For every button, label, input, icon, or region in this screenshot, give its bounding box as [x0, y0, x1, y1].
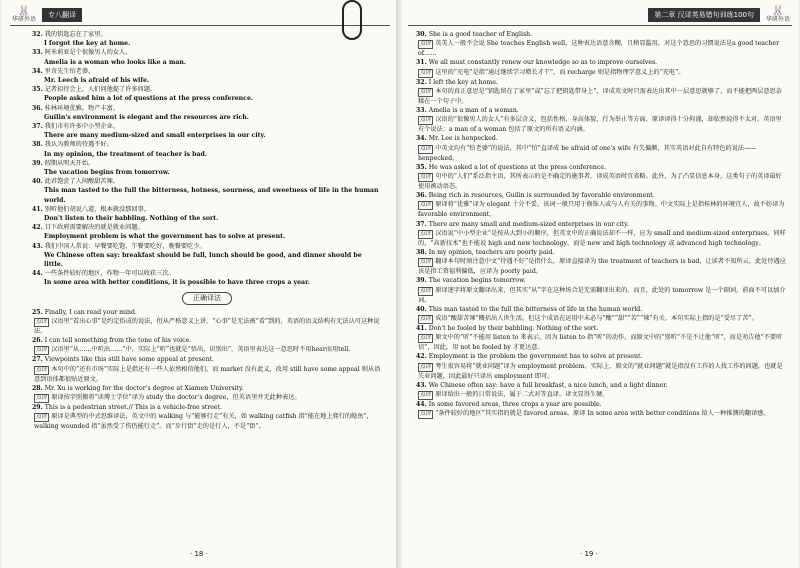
- commentary-label: 点评: [36, 394, 48, 401]
- commentary: [32, 412, 382, 431]
- exercise-item: [32, 122, 382, 140]
- english-translation: I forgot the key at home.: [44, 40, 131, 48]
- chinese-text: 桂林环境优雅，物产丰富。: [44, 104, 119, 112]
- section-heading: [32, 292, 382, 305]
- commentary: [416, 229, 788, 248]
- commentary-text: 句中的“人们”系泛指主语，其所表示的是不确定的施事者，译成英语时宜省略。此外，为了凸显信息本身，这类句子的英译最好使用被动语态。: [418, 173, 782, 191]
- commentary: [416, 200, 788, 219]
- item-number: 35.: [416, 163, 427, 171]
- correct-sentence: [32, 308, 382, 317]
- commentary-text: 本句的真正意思是“钥匙留在了家里”或“忘了把钥匙带身上”，译成英文时只需表达出其中一层意思就够了，而不能把两层意思杂糅在一个句子中。: [418, 87, 782, 105]
- commentary-label: 点评: [420, 411, 432, 418]
- answer-item: [32, 355, 382, 383]
- commentary: [416, 314, 788, 324]
- header-rule: [408, 25, 792, 26]
- english-translation: The vacation begins from tomorrow.: [44, 169, 170, 177]
- chinese-sentence: [32, 159, 382, 168]
- correct-sentence: [32, 355, 382, 364]
- commentary-label: 点评: [420, 145, 432, 152]
- english-translation: In some area with better conditions, it is possible to have three crops a year.: [44, 279, 310, 287]
- header-rule: [10, 25, 390, 26]
- chinese-text: 我认为教师的待遇不好。: [44, 141, 113, 149]
- item-number: 39.: [416, 277, 427, 285]
- answer-item: [416, 220, 788, 248]
- english-text: Finally, I can read your mind.: [44, 308, 137, 316]
- answer-item: [416, 400, 788, 419]
- english-text: Viewpoints like this still have some appeal at present.: [44, 356, 214, 364]
- chapter-tag: 第二章 汉译英易错句训练100句: [648, 8, 760, 22]
- english-translation: Mr. Leech is afraid of his wife.: [44, 77, 150, 85]
- exercise-item: [32, 48, 382, 66]
- commentary-text: 成语“酸甜苦辣”概括出人世生活，但这个成语在运用中未必与“酸”“甜”“苦”“辣”有关，本句实际上指的是“受尽了苦”。: [435, 315, 758, 323]
- answer-item: [416, 106, 788, 134]
- right-content: [416, 30, 788, 419]
- commentary: [32, 317, 382, 336]
- english-translation: This man tasted to the full the bitterness, hotness, sourness, and sweetness of life in the human world.: [44, 187, 379, 204]
- english-translation: People asked him a lot of questions at the press conference.: [44, 95, 254, 103]
- answer-item: [416, 134, 788, 162]
- exercise-item: [32, 30, 382, 48]
- english-translation: Don't listen to their babbling. Nothing of the sort.: [44, 215, 219, 223]
- exercise-item: [32, 205, 382, 223]
- english-translation: Guilin's environment is elegant and the resources are rich.: [44, 113, 249, 121]
- commentary-label: 点评: [420, 174, 432, 181]
- right-page: [402, 0, 798, 568]
- commentary-label: 点评: [36, 318, 48, 325]
- commentary-label: 点评: [36, 347, 48, 354]
- commentary-label: 点评: [36, 414, 48, 421]
- commentary-text: 原译逐字将原文翻译出来，但其实“从”字在这种场合是无需翻译出来的。而且，此处的 tomorrow 是一个副词，前面不可以加介词。: [418, 286, 786, 304]
- answer-item: [416, 163, 788, 191]
- chinese-text: 阿米莉亚是个很像男人的女人。: [44, 49, 132, 57]
- exercise-item: [32, 104, 382, 122]
- exercise-item: [32, 269, 382, 287]
- answer-item: [416, 352, 788, 380]
- english-text: The vacation begins tomorrow.: [428, 277, 526, 285]
- commentary: [416, 257, 788, 276]
- right-header: [648, 6, 792, 24]
- commentary: [416, 390, 788, 400]
- item-number: 32.: [416, 78, 427, 86]
- english-translation: We Chinese often say: breakfast should be full, lunch should be good, and dinner should be little.: [44, 251, 362, 269]
- commentary-text: “条件较好的地区”其实指的就是 favored areas。原译 In some area with better conditions 给人一种推测的翻译感。: [435, 410, 770, 418]
- english-text: He was asked a lot of questions at the press conference.: [428, 163, 606, 171]
- chinese-text: 我们市有许多中小型企业。: [44, 123, 119, 131]
- english-translation: Employment problem is what the government has to solve at present.: [44, 233, 286, 241]
- chinese-text: 里奇先生怕老婆。: [44, 67, 95, 75]
- english-text: This man tasted to the full the bitterness of life in the human world.: [428, 305, 643, 313]
- chinese-sentence: [32, 30, 382, 39]
- answer-item: [416, 305, 788, 324]
- commentary-label: 点评: [420, 202, 432, 209]
- commentary-label: 点评: [420, 117, 432, 124]
- commentary-label: 点评: [420, 88, 432, 95]
- chinese-text: 记者招待会上，人们问他提了许多问题。: [44, 86, 157, 94]
- commentary-text: 考生很容易将“就业问题”译为 employment problem。实际上，原文的“就业问题”就是指没有工作的人找工作的问题，也就是失业问题，因此最好只译出 employment 即可。: [418, 362, 783, 380]
- page-number: · 18 ·: [190, 550, 208, 558]
- exercise-item: [32, 223, 382, 241]
- item-number: 25.: [32, 308, 43, 316]
- item-number: 35.: [32, 86, 43, 94]
- chinese-sentence: [32, 205, 382, 214]
- item-number: 40.: [32, 178, 43, 186]
- item-number: 27.: [32, 356, 43, 364]
- left-content: [32, 30, 382, 431]
- left-header: [10, 6, 82, 24]
- english-translation: In my opinion, the treatment of teacher is bad.: [44, 150, 207, 158]
- correct-sentence: [416, 352, 788, 361]
- commentary-label: 点评: [420, 41, 432, 48]
- correct-sentence: [416, 400, 788, 409]
- item-number: 28.: [32, 384, 43, 392]
- commentary: [32, 345, 382, 355]
- item-number: 44.: [416, 401, 427, 409]
- chinese-text: 别听他们胡说八道，根本就没那回事。: [44, 205, 150, 213]
- item-number: 33.: [32, 49, 43, 57]
- commentary: [416, 286, 788, 305]
- commentary: [32, 393, 382, 403]
- item-number: 38.: [32, 141, 43, 149]
- item-number: 42.: [416, 353, 427, 361]
- commentary: [416, 333, 788, 352]
- commentary: [416, 87, 788, 106]
- commentary-text: 汉语的“很像男人的女人”有多层含义，包括性格、身高体貌、行为举止等方面，原译译得十分拘谨，却依然说得不太对。英语里有个说法：a man of a woman 包括了原文的所有语义内涵。: [418, 116, 782, 134]
- chinese-sentence: [32, 177, 382, 186]
- exercise-item: [32, 177, 382, 205]
- chinese-sentence: [32, 85, 382, 94]
- commentary-text: 原译是典型的中式思维译法，英文中的 walking 与“能够行走”有关，如 walking catfish 指“能在地上爬行的鲶鱼”，walking wounded 指“虽然受了伤仍能行走”。而“步行街”走的是行人，不是“街”。: [34, 413, 373, 431]
- correct-sentence: [32, 403, 382, 412]
- chinese-sentence: [32, 122, 382, 131]
- commentary: [416, 362, 788, 381]
- item-number: 36.: [416, 192, 427, 200]
- answer-item: [32, 308, 382, 336]
- answer-item: [416, 78, 788, 106]
- commentary: [416, 144, 788, 163]
- commentary-label: 点评: [420, 392, 432, 399]
- item-number: 29.: [32, 403, 43, 411]
- item-number: 36.: [32, 104, 43, 112]
- chinese-sentence: [32, 223, 382, 232]
- english-text: We Chinese often say: have a full breakfast, a nice lunch, and a light dinner.: [428, 381, 668, 389]
- item-number: 43.: [416, 381, 427, 389]
- correct-sentence: [416, 163, 788, 172]
- item-number: 41.: [32, 205, 43, 213]
- correct-sentence: [416, 276, 788, 285]
- answer-item: [416, 276, 788, 304]
- commentary-text: 翻译本句时须注意中文“待遇不好”是指什么，原译直接译为 the treatment of teachers is bad，让读者不知所云。此处待遇应该是指工资福利偏低，应译为 poorly paid。: [418, 258, 786, 276]
- exercise-item: [32, 67, 382, 85]
- chinese-text: 此君饱尝了人间酸甜苦辣。: [44, 178, 119, 186]
- item-number: 33.: [416, 107, 427, 115]
- correct-sentence: [416, 305, 788, 314]
- chinese-text: 我的钥匙忘在了家里。: [44, 31, 107, 38]
- binder-clip: [342, 0, 362, 40]
- chinese-sentence: [32, 140, 382, 149]
- commentary: [32, 365, 382, 384]
- english-text: We all must constantly renew our knowledge so as to improve ourselves.: [428, 59, 658, 67]
- item-number: 41.: [416, 325, 427, 333]
- publisher-logo: [764, 7, 792, 23]
- english-text: In some favored areas, three crops a year are possible.: [428, 401, 602, 409]
- exercise-item: [32, 140, 382, 158]
- exercise-item: [32, 85, 382, 103]
- commentary-label: 点评: [420, 259, 432, 266]
- english-text: Being rich in resources, Guilin is surrounded by favorable environment.: [428, 192, 655, 200]
- chinese-sentence: [32, 48, 382, 57]
- commentary-label: 点评: [420, 335, 432, 342]
- exercise-item: [32, 159, 382, 177]
- commentary-text: 英美人一般不会说 She teaches English well，这种表达语意含糊，且稍显滥用，对这个意思的习惯说法是a good teacher of……: [418, 40, 780, 58]
- english-text: I left the key at home.: [428, 78, 498, 86]
- commentary-label: 点评: [420, 230, 432, 237]
- english-text: I can tell something from the tone of his voice.: [44, 337, 192, 345]
- english-text: Employment is the problem the government has to solve at present.: [428, 353, 643, 361]
- item-number: 44.: [32, 270, 43, 278]
- commentary: [416, 39, 788, 58]
- english-text: Amelia is a man of a woman.: [428, 107, 519, 115]
- commentary-label: 点评: [36, 366, 48, 373]
- correct-sentence: [416, 381, 788, 390]
- commentary-text: 原文中的“听”不能用 listen to 来表示，因为 listen to 指“听”的动作，而原文中的“别听”不是不让他“听”，而是劝告他“不要听信”，因此，用 not be fooled by 才更达意。: [418, 334, 783, 352]
- correct-sentence: [416, 191, 788, 200]
- item-number: 38.: [416, 249, 427, 257]
- answer-item: [416, 58, 788, 77]
- english-text: Don't be fooled by their babbling. Nothing of the sort.: [428, 325, 599, 333]
- english-translation: Amelia is a woman who looks like a man.: [44, 58, 187, 66]
- rabbit-icon: 🐰: [771, 6, 785, 17]
- item-number: 34.: [416, 135, 427, 143]
- chinese-sentence: [32, 104, 382, 113]
- item-number: 32.: [32, 31, 43, 38]
- correct-sentence: [32, 384, 382, 393]
- correct-sentence: [32, 336, 382, 345]
- item-number: 43.: [32, 242, 43, 250]
- english-translation: There are many medium-sized and small enterprises in our city.: [44, 132, 266, 140]
- english-text: This is a pedestrian street.// This is a vehicle-free street.: [44, 403, 223, 411]
- item-number: 26.: [32, 337, 43, 345]
- logo-text: 华研外语: [11, 16, 36, 23]
- english-text: Mr. Xu is working for the doctor's degree at Xiamen University.: [44, 384, 244, 392]
- english-text: There are many small and medium-sized enterprises in our city.: [428, 220, 629, 228]
- answer-item: [32, 336, 382, 355]
- english-text: She is a good teacher of English.: [428, 31, 533, 38]
- chinese-text: 一些条件较好的地区，作物一年可以收获三次。: [44, 270, 175, 278]
- item-number: 31.: [416, 59, 427, 67]
- answer-item: [416, 30, 788, 58]
- item-number: 30.: [416, 31, 427, 38]
- correct-sentence: [416, 134, 788, 143]
- page-number: · 19 ·: [580, 550, 598, 558]
- commentary-label: 点评: [420, 69, 432, 76]
- commentary-label: 点评: [420, 287, 432, 294]
- correct-sentence: [416, 324, 788, 333]
- commentary: [416, 68, 788, 78]
- chinese-text: 我们中国人常说：早餐要吃饱，午餐要吃好，晚餐要吃少。: [44, 242, 206, 250]
- commentary-text: 这里的“充电”是指“通过继续学习增长才干”，而 recharge 则是指物理学意义上的“充电”。: [435, 68, 685, 76]
- publisher-logo: [10, 7, 38, 23]
- commentary-text: 原译按字照搬将“读博士学位”译为 study the doctor's degree，但英语里并无此种表达。: [51, 393, 301, 401]
- item-number: 37.: [32, 123, 43, 131]
- commentary-text: 本句中的“还有市场”实际上是指还有一些人依然相信他们，而 market 没有此义，改用 still have some appeal 则从语意到语体都很贴近原文。: [34, 365, 381, 383]
- section-title: 正确译法: [182, 292, 232, 305]
- commentary-label: 点评: [420, 316, 432, 323]
- chinese-sentence: [32, 269, 382, 278]
- commentary-text: 原译给出一般的日常说法，属于二式对等直译，译文显得生硬。: [435, 391, 609, 399]
- correct-sentence: [416, 30, 788, 39]
- item-number: 42.: [32, 224, 43, 232]
- commentary-label: 点评: [420, 363, 432, 370]
- logo-text: 华研外语: [765, 16, 790, 23]
- correct-sentence: [416, 58, 788, 67]
- correct-sentence: [416, 78, 788, 87]
- correct-sentence: [416, 220, 788, 229]
- answer-item: [32, 384, 382, 403]
- correct-sentence: [416, 106, 788, 115]
- chapter-tag: 专八翻译: [42, 8, 82, 22]
- exercise-item: [32, 242, 382, 270]
- answer-item: [416, 381, 788, 400]
- chinese-text: 假期从明天开始。: [44, 159, 95, 167]
- commentary-text: 中英文均有“怕老婆”的说法，其中“怕”直译成 be afraid of one's wife 有失偏颇，其实英语对此自有特色的说法——henpecked。: [418, 144, 757, 162]
- chinese-sentence: [32, 242, 382, 251]
- item-number: 34.: [32, 67, 43, 75]
- rabbit-icon: 🐰: [17, 6, 31, 17]
- item-number: 40.: [416, 305, 427, 313]
- item-number: 37.: [416, 220, 427, 228]
- english-text: Mr. Lee is henpecked.: [428, 135, 498, 143]
- commentary-text: 原译将“优雅”译为 elegant 十分不妥，该词一般只用于修饰人或与人有关的事物。中文实际上是指桂林的环境宜人，故不妨译为 favorable environment。: [418, 201, 785, 219]
- commentary: [416, 172, 788, 191]
- english-text: In my opinion, teachers are poorly paid.: [428, 249, 555, 257]
- commentary: [416, 115, 788, 134]
- item-number: 39.: [32, 159, 43, 167]
- chinese-sentence: [32, 67, 382, 76]
- commentary-text: 汉语说“中小型企业”是按从大到小的顺序，但英文中的正确说法却不一样，应为 small and medium-sized enterprises。同样的，“高新技术”也不能说 high and new technology，而是 new and high technology 或 advanced high technology。: [418, 229, 786, 247]
- commentary-text: 汉语里“看出心事”是约定俗成的说法，但从严格意义上讲，“心事”是无法被“看”到的，英语的语义结构有无法认可这种说法。: [34, 317, 380, 335]
- answer-item: [32, 403, 382, 431]
- answer-item: [416, 248, 788, 276]
- answer-item: [416, 191, 788, 219]
- chinese-text: 目下政府需要解决的就是就业问题。: [44, 224, 144, 232]
- commentary: [416, 409, 788, 419]
- left-page: [2, 0, 398, 568]
- correct-sentence: [416, 248, 788, 257]
- answer-item: [416, 324, 788, 352]
- commentary-text: 汉语里“从……中听出……”中，实际上“听”也就是“悟出，识别出”，英语里表达这一意思时不用hear而用tell。: [51, 346, 355, 354]
